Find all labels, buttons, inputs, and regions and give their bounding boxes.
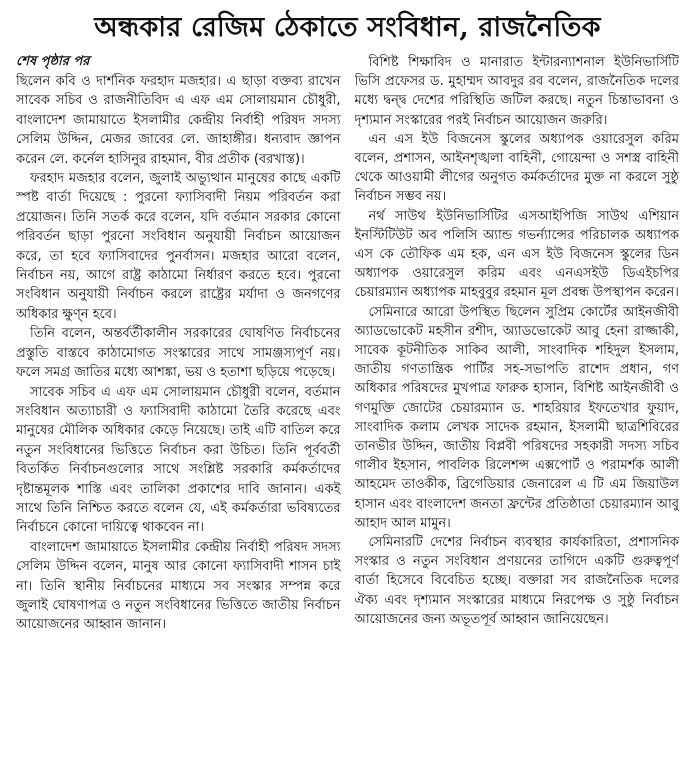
paragraph: নর্থ সাউথ ইউনিভার্সিটির এসআইপিজি সাউথ এশিয়ান ইনস্টিটিউট অব পলিসি অ্যান্ড গভর্ন্যান্সের পরিচালক অধ্যাপক এস কে তৌফিক এম হক, এন এস ইউ বিজনেস স্কুলের ডিন অধ্যাপক ওয়ারেসুল করিম এবং এনএসইউ ডিএইচপির চেয়ারম্যান অধ্যাপক মাহবুবুর রহমান মূল প্রবন্ধ উপস্থাপন করেন। [354, 208, 679, 301]
right-column [355, 53, 680, 759]
paragraph: তিনি বলেন, অন্তর্বর্তীকালীন সরকারের ঘোষণিত নির্বাচনের প্রস্তুতি বাস্তবে কাঠামোগত সংস্কারের সাথে সামঞ্জস্যপূর্ণ নয়। ফলে সমগ্র জাতির মধ্যে আশঙ্কা, ভয় ও হতাশা ছড়িয়ে পড়েছে। [16, 326, 341, 381]
article-body [16, 53, 679, 759]
paragraph: ফরহাদ মজহার বলেন, জুলাই অভ্যুত্থান মানুষের কাছে একটি স্পষ্ট বার্তা দিয়েছে : পুরনো ফ্যাসিবাদী নিয়ম পরিবর্তন করা প্রয়োজন। তিনি সতর্ক করে বলেন, যদি বর্তমান সরকার কোনো পরিবর্তন ছাড়া পুরনো সংবিধান অনুযায়ী নির্বাচন আয়োজন করে, তা হবে ফ্যাসিবাদের পুনর্বাসন। মজহার আরো বলেন, নির্বাচন নয়, আগে রাষ্ট্র কাঠামো নির্ধারণ করতে হবে। পুরনো সংবিধান অনুযায়ী নির্বাচন করলে রাষ্ট্রের মর্যাদা ও জনগণের অধিকার ক্ষুণ্ন হবে। [16, 171, 341, 322]
paragraph: বিশিষ্ট শিক্ষাবিদ ও মানারাত ইন্টারন্যাশনাল ইউনিভার্সিটি ভিসি প্রফেসর ড. মুহাম্মদ আবদুর রব বলেন, রাজনৈতিক দলের মধ্যে দ্বন্দ্ব দেশের পরিস্থিতি জটিল করছে। নতুন চিন্তাভাবনা ও দৃশ্যমান সংস্কারের পরই নির্বাচন আয়োজন জরুরি। [354, 55, 679, 128]
headline: অন্ধকার রেজিম ঠেকাতে সংবিধান, রাজনৈতিক [94, 12, 601, 43]
paragraph: এন এস ইউ বিজনেস স্কুলের অধ্যাপক ওয়ারেসুল করিম বলেন, প্রশাসন, আইনশৃঙ্খলা বাহিনী, গোয়েন্দা ও সশস্ত্র বাহিনী থেকে আওয়ামী লীগের অনুগত কর্মকর্তাদের মুক্ত না করলে সুষ্ঠু নির্বাচন সম্ভব নয়। [354, 131, 679, 205]
paragraph: বাংলাদেশ জামায়াতে ইসলামীর কেন্দ্রীয় নির্বাহী পরিষদ সদস্য সেলিম উদ্দিন বলেন, মানুষ আর কোনো ফ্যাসিবাদী শাসন চাই না। তিনি স্থানীয় নির্বাচনের মাধ্যমে সব সংস্কার সম্পন্ন করে জুলাই ঘোষণাপত্র ও নতুন সংবিধানের ভিত্তিতে জাতীয় নির্বাচন আয়োজনের আহ্বান জানান। [16, 539, 341, 633]
paragraph: ছিলেন কবি ও দার্শনিক ফরহাদ মজহার। এ ছাড়া বক্তব্য রাখেন সাবেক সচিব ও রাজনীতিবিদ এ এফ এম সোলায়মান চৌধুরী, বাংলাদেশ জামায়াতে ইসলামীর কেন্দ্রীয় নির্বাহী পরিষদ সদস্য সেলিম উদ্দিন, মেজর জাবের লে. জাহাঙ্গীর। ধন্যবাদ জ্ঞাপন করেন লে. কর্নেল হাসিনুর রাহমান, বীর প্রতীক (বরখাস্ত)। [16, 74, 341, 167]
paragraph: সেমিনারে আরো উপস্থিত ছিলেন সুপ্রিম কোর্টের আইনজীবী অ্যাডভোকেট মহসীন রশীদ, অ্যাডভোকেট আবু হেনা রাজ্জাকী, সাবেক কূটনীতিক সাকিব আলী, সাংবাদিক শহিদুল ইসলাম, জাতীয় গণতান্ত্রিক পার্টির সহ-সভাপতি রাশেদ প্রধান, গণ অধিকার পরিষদের মুখপাত্র ফারুক হাসান, বিশিষ্ট আইনজীবী ও গণমুক্তি জোটের চেয়ারম্যান ড. শাহরিয়ার ইফতেখার ফুয়াদ, সাংবাদিক কলাম লেখক সাদেক রহমান, ইসলামী ছাত্রশিবিরের তানভীর উদ্দিন, জাতীয় বিপ্লবী পরিষদের সহকারী সদস্য সচিব গালীব ইহসান, পাবলিক রিলেশন্স এক্সপোর্ট ও পরামর্শক আলী আহমেদ তাওকীক, ব্রিগেডিয়ার জেনারেল এ টি এম জিয়াউল হাসান এবং বাংলাদেশ জনতা ফ্রন্টের প্রতিষ্ঠাতা চেয়ারম্যান আবু আহাদ আল মামুন। [354, 304, 679, 531]
continuation-label: শেষ পৃষ্ঠার পর [16, 54, 90, 69]
left-column [16, 53, 341, 759]
paragraph: সাবেক সচিব এ এফ এম সোলায়মান চৌধুরী বলেন, বর্তমান সংবিধান অত্যাচারী ও ফ্যাসিবাদী কাঠামো তৈরি করেছে এবং মানুষের মৌলিক অধিকার কেড়ে নিয়েছে। তাই এটি বাতিল করে নতুন সংবিধানের ভিত্তিতে নির্বাচন করা উচিত। তিনি পূর্ববর্তী বিতর্কিত নির্বাচনগুলোর সাথে সংশ্লিষ্ট সরকারি কর্মকর্তাদের দৃষ্টান্তমূলক শাস্তি এবং তালিকা প্রকাশের দাবি জানান। একই সাথে তিনি নিশ্চিত করতে বলেন যে, এই কর্মকর্তারা ভবিষ্যতের নির্বাচনে কোনো দায়িত্বে থাকবেন না। [16, 384, 341, 536]
paragraph: সেমিনারটি দেশের নির্বাচন ব্যবস্থার কার্যকারিতা, প্রশাসনিক সংস্কার ও নতুন সংবিধান প্রণয়নের তাগিদে একটি গুরুত্বপূর্ণ বার্তা হিসেবে বিবেচিত হচ্ছে। বক্তারা সব রাজনৈতিক দলের ঐক্য এবং দৃশ্যমান সংস্কারের মাধ্যমে নিরপেক্ষ ও সুষ্ঠু নির্বাচন আয়োজনের জন্য অভূতপূর্ব আহ্বান জানিয়েছেন। [354, 535, 679, 627]
